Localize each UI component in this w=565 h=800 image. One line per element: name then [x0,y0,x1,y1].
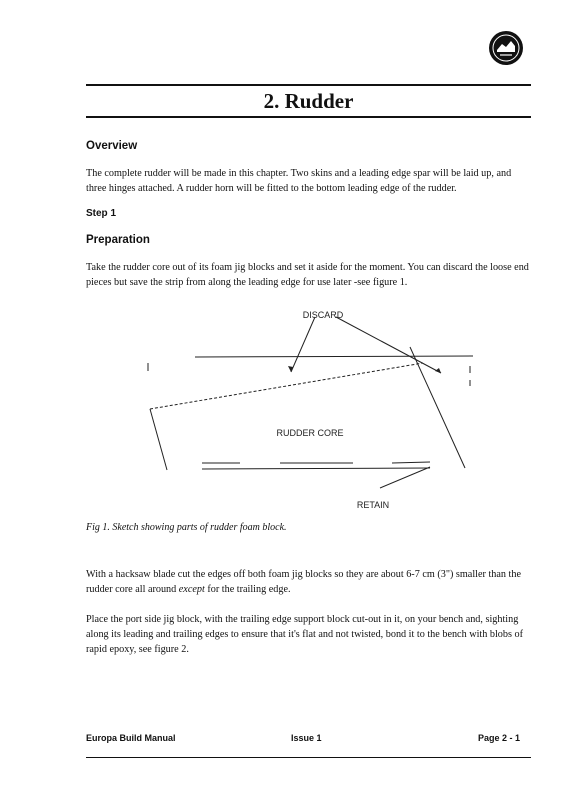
figure-caption: Fig 1. Sketch showing parts of rudder foam block. [86,522,287,533]
hacksaw-text: With a hacksaw blade cut the edges off both foam jig blocks so they are about 6-7 cm (3") smaller than the rudder core all around [86,569,521,595]
title-rule-top [86,84,531,86]
hacksaw-emphasis: except [178,584,205,595]
footer-rule [86,757,531,758]
retain-label: RETAIN [356,500,390,510]
discard-label: DISCARD [302,310,344,320]
hacksaw-tail: for the trailing edge. [207,584,291,595]
core-bottom-edge [202,468,430,469]
jig-block-paragraph: Place the port side jig block, with the trailing edge support block cut-out in it, on your bench and, sighting along its leading and trailing edges to ensure that it's flat and not twisted, bond it to the bench with blobs of rapid epoxy, see figure 2. [86,614,523,655]
overview-heading: Overview [86,140,138,152]
retain-leader [410,347,465,468]
hacksaw-paragraph [86,567,534,597]
rudder-foam-block-sketch [140,300,485,518]
discard-leader-2 [336,317,441,373]
preparation-paragraph: Take the rudder core out of its foam jig blocks and set it aside for the moment. You can discard the loose end pieces but save the strip from along the leading edge for use later -see figure 1. [86,262,529,288]
footer-page-number: Page 2 - 1 [478,733,521,743]
rudder-core-label: RUDDER CORE [276,428,344,438]
footer-manual-title: Europa Build Manual [86,733,176,743]
chapter-title: 2. Rudder [263,89,354,113]
footer-issue: Issue 1 [291,733,322,743]
block-top-edge [195,356,473,357]
europa-logo-icon [488,30,524,66]
title-rule-bottom [86,116,531,118]
step-heading: Step 1 [86,208,117,219]
discard-leader-1 [291,317,315,372]
core-left-edge [150,409,167,470]
overview-paragraph: The complete rudder will be made in this chapter. Two skins and a leading edge spar will be laid up, and three hinges attached. A rudder horn will be fitted to the bottom leading edge of the rudder. [86,168,512,194]
diagonal-cut-line [150,363,423,409]
preparation-heading: Preparation [86,234,150,246]
